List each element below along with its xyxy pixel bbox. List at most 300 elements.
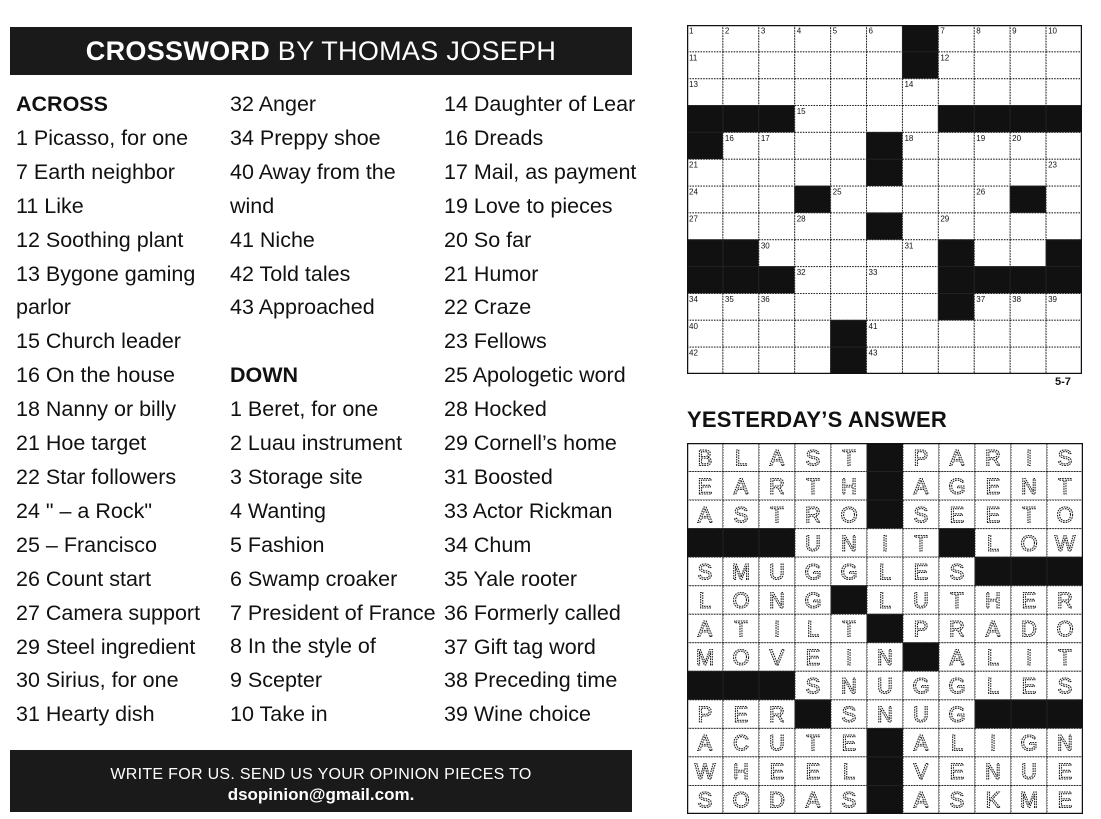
- answer-grid: [687, 443, 1083, 814]
- answer-letter: N: [877, 702, 893, 728]
- grid-number: 38: [1012, 294, 1022, 304]
- grid-number: 27: [689, 214, 698, 224]
- answer-letter: G: [948, 473, 966, 499]
- answer-letter: L: [698, 587, 712, 613]
- black-square: [723, 240, 759, 267]
- answer-letter: U: [1021, 759, 1037, 785]
- answer-letter: C: [733, 730, 749, 756]
- crossword-title-bar: [10, 27, 632, 75]
- black-square: [795, 700, 831, 729]
- answer-letter: S: [913, 502, 929, 528]
- clue-item: 8 In the style of: [230, 634, 376, 659]
- grid-number: 32: [796, 268, 806, 278]
- grid-square: [759, 52, 795, 79]
- grid-square: [974, 347, 1010, 374]
- black-square: [1047, 700, 1083, 729]
- black-square: [902, 25, 938, 52]
- answer-letter: A: [913, 730, 929, 756]
- clue-item: 13 Bygone gaming: [16, 261, 196, 286]
- black-square: [867, 614, 903, 643]
- black-square: [759, 529, 795, 558]
- answer-letter: G: [948, 702, 966, 728]
- answer-letter: N: [769, 587, 785, 613]
- answer-letter: T: [950, 587, 964, 613]
- clue-item: 12 Soothing plant: [16, 227, 184, 252]
- answer-letter: G: [840, 559, 858, 585]
- answer-letter: U: [913, 702, 929, 728]
- grid-square: [831, 159, 867, 186]
- answer-letter: M: [1019, 787, 1039, 813]
- answer-letter: E: [949, 759, 965, 785]
- answer-letter: T: [770, 502, 784, 528]
- answer-letter: A: [697, 502, 713, 528]
- answer-letter: I: [845, 645, 853, 671]
- answer-letter: D: [1021, 616, 1037, 642]
- clue-item: 30 Sirius, for one: [16, 668, 179, 693]
- clue-item: 23 Fellows: [444, 329, 547, 354]
- across-clue-list-continued: [230, 88, 436, 325]
- answer-letter: E: [985, 473, 1001, 499]
- grid-square: [831, 240, 867, 267]
- answer-letter: G: [804, 587, 822, 613]
- answer-letter: R: [769, 473, 785, 499]
- clue-item: 17 Mail, as payment: [444, 159, 637, 184]
- black-square: [759, 106, 795, 133]
- grid-number: 12: [940, 53, 950, 63]
- grid-square: [795, 52, 831, 79]
- answer-letter: I: [989, 730, 997, 756]
- black-square: [723, 671, 759, 700]
- answer-letter: O: [732, 645, 750, 671]
- grid-square: [759, 213, 795, 240]
- answer-letter: R: [949, 616, 965, 642]
- grid-square: [1046, 52, 1082, 79]
- grid-square: [938, 347, 974, 374]
- footer-text: WRITE FOR US. SEND US YOUR OPINION PIECES TO: [110, 766, 532, 783]
- answer-letter: A: [913, 787, 929, 813]
- grid-number: 22: [868, 160, 878, 170]
- clue-item: 31 Hearty dish: [16, 702, 155, 727]
- answer-letter: E: [769, 759, 785, 785]
- answer-letter: T: [914, 530, 928, 556]
- answer-letter: S: [697, 787, 713, 813]
- answer-letter: S: [841, 702, 857, 728]
- grid-square: [1010, 347, 1046, 374]
- answer-letter: I: [1025, 445, 1033, 471]
- grid-number: 39: [1048, 294, 1057, 304]
- clue-item: 43 Approached: [230, 295, 375, 320]
- grid-number: 25: [832, 187, 842, 197]
- answer-letter: D: [769, 787, 785, 813]
- answer-letter: R: [985, 445, 1001, 471]
- clue-item: 33 Actor Rickman: [444, 498, 613, 523]
- answer-letter: T: [1058, 473, 1072, 499]
- clue-item: 7 President of France: [230, 600, 436, 625]
- grid-square: [1010, 79, 1046, 106]
- grid-square: [759, 79, 795, 106]
- grid-square: [1046, 347, 1082, 374]
- grid-number: 9: [1012, 26, 1017, 36]
- answer-letter: E: [1057, 759, 1073, 785]
- answer-letter: R: [1057, 587, 1073, 613]
- answer-letter: L: [986, 673, 1000, 699]
- grid-square: [1010, 159, 1046, 186]
- grid-square: [1010, 240, 1046, 267]
- answer-letter: L: [842, 759, 856, 785]
- grid-square: [795, 132, 831, 159]
- answer-letter: N: [841, 673, 857, 699]
- answer-letter: V: [913, 759, 929, 785]
- clue-item: 34 Preppy shoe: [230, 125, 381, 150]
- grid-number: 2: [724, 26, 730, 36]
- black-square: [939, 529, 975, 558]
- black-square: [687, 267, 723, 294]
- grid-number: 43: [868, 348, 878, 358]
- answer-letter: T: [806, 473, 820, 499]
- clue-item: 1 Picasso, for one: [16, 125, 189, 150]
- grid-square: [1046, 213, 1082, 240]
- grid-square: [723, 186, 759, 213]
- footer-email: dsopinion@gmail.com.: [227, 785, 415, 804]
- clue-item: 9 Scepter: [230, 668, 323, 693]
- grid-square: [723, 347, 759, 374]
- answer-letter: M: [731, 559, 751, 585]
- answer-letter: H: [985, 587, 1001, 613]
- black-square: [902, 52, 938, 79]
- answer-letter: U: [769, 730, 785, 756]
- grid-number: 24: [689, 187, 698, 197]
- black-square: [867, 132, 903, 159]
- grid-number: 41: [868, 321, 878, 331]
- grid-number: 33: [868, 268, 878, 278]
- grid-square: [1010, 320, 1046, 347]
- black-square: [1046, 267, 1082, 294]
- title-bold: CROSSWORD: [85, 36, 270, 66]
- down-clue-list-continued: [444, 88, 636, 732]
- grid-square: [831, 52, 867, 79]
- grid-square: [867, 79, 903, 106]
- grid-square: [867, 293, 903, 320]
- black-square: [759, 267, 795, 294]
- grid-square: [938, 186, 974, 213]
- answer-letter: L: [950, 730, 964, 756]
- grid-square: [795, 347, 831, 374]
- grid-number: 36: [760, 294, 770, 304]
- answer-letter: O: [732, 787, 750, 813]
- grid-square: [795, 79, 831, 106]
- yesterday-answer-title: YESTERDAY’S ANSWER: [687, 407, 947, 432]
- grid-square: [795, 159, 831, 186]
- clue-item: 31 Boosted: [444, 464, 553, 489]
- grid-square: [831, 79, 867, 106]
- answer-letter: I: [1025, 645, 1033, 671]
- black-square: [831, 586, 867, 615]
- grid-number: 1: [689, 26, 694, 36]
- answer-letter: U: [877, 673, 893, 699]
- grid-square: [723, 52, 759, 79]
- black-square: [1047, 557, 1083, 586]
- grid-square: [902, 186, 938, 213]
- grid-square: [723, 159, 759, 186]
- answer-letter: O: [732, 587, 750, 613]
- black-square: [1011, 700, 1047, 729]
- grid-number: 17: [760, 133, 770, 143]
- grid-square: [831, 132, 867, 159]
- grid-square: [974, 240, 1010, 267]
- clue-item: 11 Like: [16, 193, 84, 218]
- crossword-grid: [687, 25, 1082, 374]
- grid-number: 42: [689, 348, 698, 358]
- answer-letter: A: [805, 787, 821, 813]
- grid-number: 5: [832, 26, 838, 36]
- black-square: [867, 472, 903, 501]
- clue-item: 18 Nanny or billy: [16, 397, 177, 422]
- grid-number: 28: [796, 214, 806, 224]
- answer-letter: T: [842, 445, 856, 471]
- answer-letter: R: [769, 702, 785, 728]
- grid-number: 8: [976, 26, 981, 36]
- grid-square: [902, 159, 938, 186]
- grid-square: [831, 293, 867, 320]
- answer-letter: G: [948, 673, 966, 699]
- answer-letter: E: [949, 502, 965, 528]
- black-square: [1046, 106, 1082, 133]
- grid-number: 21: [689, 160, 698, 170]
- answer-letter: U: [913, 587, 929, 613]
- answer-letter: E: [1057, 787, 1073, 813]
- across-clue-list: [16, 122, 200, 732]
- answer-letter: E: [1021, 587, 1037, 613]
- clue-item: 39 Wine choice: [444, 702, 591, 727]
- clue-item: 16 On the house: [16, 363, 175, 388]
- grid-square: [974, 79, 1010, 106]
- black-square: [1010, 186, 1046, 213]
- clue-item: 25 – Francisco: [16, 532, 158, 557]
- black-square: [867, 213, 903, 240]
- clue-item: 6 Swamp croaker: [230, 566, 398, 591]
- black-square: [867, 443, 903, 472]
- grid-number: 26: [976, 187, 986, 197]
- clue-item: 3 Storage site: [230, 464, 363, 489]
- clue-item: 29 Steel ingredient: [16, 634, 196, 659]
- answer-letter: L: [734, 445, 748, 471]
- black-square: [687, 240, 723, 267]
- answer-letter: A: [949, 445, 965, 471]
- answer-letter: R: [805, 502, 821, 528]
- answer-letter: E: [1021, 673, 1037, 699]
- clue-item: 42 Told tales: [230, 261, 351, 286]
- clue-item: 40 Away from the: [230, 159, 396, 184]
- answer-letter: G: [804, 559, 822, 585]
- black-square: [938, 106, 974, 133]
- grid-number: 29: [940, 214, 950, 224]
- answer-letter: H: [733, 759, 749, 785]
- answer-letter: A: [985, 616, 1001, 642]
- clue-item: 24 " – a Rock": [16, 498, 152, 523]
- black-square: [867, 500, 903, 529]
- answer-letter: K: [985, 787, 1001, 813]
- clue-item: 4 Wanting: [230, 498, 327, 523]
- clue-item: 36 Formerly called: [444, 600, 621, 625]
- black-square: [903, 643, 939, 672]
- grid-square: [1046, 79, 1082, 106]
- grid-square: [795, 293, 831, 320]
- grid-square: [902, 106, 938, 133]
- grid-square: [974, 320, 1010, 347]
- clue-item: 5 Fashion: [230, 532, 325, 557]
- black-square: [867, 785, 903, 814]
- clue-item: 14 Daughter of Lear: [444, 92, 636, 116]
- clue-item: 22 Star followers: [16, 464, 177, 489]
- answer-letter: S: [805, 445, 821, 471]
- answer-letter: P: [913, 445, 929, 471]
- black-square: [1010, 106, 1046, 133]
- grid-square: [759, 186, 795, 213]
- grid-square: [759, 347, 795, 374]
- grid-square: [902, 347, 938, 374]
- answer-letter: A: [949, 645, 965, 671]
- grid-number: 31: [904, 241, 914, 251]
- clue-column-3: [444, 88, 636, 732]
- answer-letter: W: [694, 759, 716, 785]
- grid-number: 13: [689, 80, 698, 90]
- black-square: [974, 267, 1010, 294]
- grid-square: [795, 320, 831, 347]
- grid-square: [1046, 186, 1082, 213]
- black-square: [938, 293, 974, 320]
- answer-letter: N: [1057, 730, 1073, 756]
- clue-item: 7 Earth neighbor: [16, 159, 175, 184]
- answer-letter: L: [986, 530, 1000, 556]
- grid-number: 4: [796, 26, 802, 36]
- answer-letter: S: [733, 502, 749, 528]
- clue-item: 15 Church leader: [16, 329, 181, 354]
- grid-square: [795, 240, 831, 267]
- clue-item: 16 Dreads: [444, 125, 544, 150]
- black-square: [831, 347, 867, 374]
- grid-square: [831, 213, 867, 240]
- footer-banner: [10, 750, 632, 812]
- grid-square: [974, 52, 1010, 79]
- grid-square: [867, 52, 903, 79]
- answer-letter: L: [878, 587, 892, 613]
- answer-letter: A: [733, 473, 749, 499]
- grid-square: [938, 159, 974, 186]
- black-square: [687, 529, 723, 558]
- black-square: [687, 106, 723, 133]
- answer-letter: L: [986, 645, 1000, 671]
- clue-item: 35 Yale rooter: [444, 566, 578, 591]
- black-square: [723, 106, 759, 133]
- grid-number: 20: [1012, 133, 1022, 143]
- clue-item: 20 So far: [444, 227, 532, 252]
- grid-number: 30: [760, 241, 770, 251]
- black-square: [975, 557, 1011, 586]
- down-clue-list: [230, 393, 436, 732]
- clue-item: 10 Take in: [230, 702, 328, 727]
- answer-letter: O: [840, 502, 858, 528]
- grid-square: [759, 320, 795, 347]
- answer-letter: T: [1058, 645, 1072, 671]
- grid-square: [759, 159, 795, 186]
- answer-letter: T: [842, 616, 856, 642]
- black-square: [723, 529, 759, 558]
- answer-letter: I: [881, 530, 889, 556]
- answer-letter: S: [949, 787, 965, 813]
- answer-letter: E: [733, 702, 749, 728]
- clue-item: 19 Love to pieces: [444, 193, 613, 218]
- answer-letter: L: [806, 616, 820, 642]
- black-square: [759, 671, 795, 700]
- clue-column-1: [16, 88, 200, 732]
- grid-number: 10: [1048, 26, 1057, 36]
- crossword-grid-svg: [687, 25, 1082, 374]
- answer-letter: A: [697, 730, 713, 756]
- clue-item: 38 Preceding time: [444, 668, 618, 693]
- clue-item: 37 Gift tag word: [444, 634, 596, 659]
- black-square: [687, 671, 723, 700]
- clue-item: 21 Humor: [444, 261, 539, 286]
- answer-letter: E: [841, 730, 857, 756]
- black-square: [723, 267, 759, 294]
- black-square: [1010, 267, 1046, 294]
- answer-letter: S: [697, 559, 713, 585]
- clue-item: 29 Cornell’s home: [444, 431, 617, 456]
- grid-number: 23: [1048, 160, 1057, 170]
- down-heading: DOWN: [230, 363, 299, 388]
- answer-letter: A: [913, 473, 929, 499]
- grid-square: [831, 267, 867, 294]
- puzzle-id: 5-7: [1055, 376, 1071, 388]
- clue-item: 26 Count start: [16, 566, 152, 591]
- black-square: [938, 267, 974, 294]
- black-square: [867, 728, 903, 757]
- clue-column-2: [230, 88, 436, 732]
- answer-letter: N: [1021, 473, 1037, 499]
- answer-letter: P: [697, 702, 713, 728]
- grid-square: [902, 320, 938, 347]
- grid-number: 14: [904, 80, 914, 90]
- black-square: [687, 132, 723, 159]
- grid-square: [831, 106, 867, 133]
- grid-square: [974, 213, 1010, 240]
- answer-letter: N: [985, 759, 1001, 785]
- answer-letter: T: [1022, 502, 1036, 528]
- grid-square: [1046, 320, 1082, 347]
- black-square: [1046, 240, 1082, 267]
- answer-letter: I: [773, 616, 781, 642]
- answer-letter: E: [805, 645, 821, 671]
- answer-letter: N: [877, 645, 893, 671]
- grid-square: [867, 186, 903, 213]
- answer-letter: W: [1054, 530, 1076, 556]
- black-square: [938, 240, 974, 267]
- clue-item: 28 Hocked: [444, 397, 547, 422]
- answer-letter: S: [1057, 445, 1073, 471]
- grid-number: 11: [689, 53, 698, 63]
- grid-number: 7: [940, 26, 945, 36]
- answer-letter: S: [841, 787, 857, 813]
- grid-square: [1046, 132, 1082, 159]
- black-square: [867, 757, 903, 786]
- answer-letter: H: [841, 473, 857, 499]
- clue-item: 32 Anger: [230, 92, 317, 116]
- clue-item: 41 Niche: [230, 227, 315, 252]
- answer-letter: S: [805, 673, 821, 699]
- answer-letter: T: [734, 616, 748, 642]
- answer-letter: G: [912, 673, 930, 699]
- grid-square: [902, 213, 938, 240]
